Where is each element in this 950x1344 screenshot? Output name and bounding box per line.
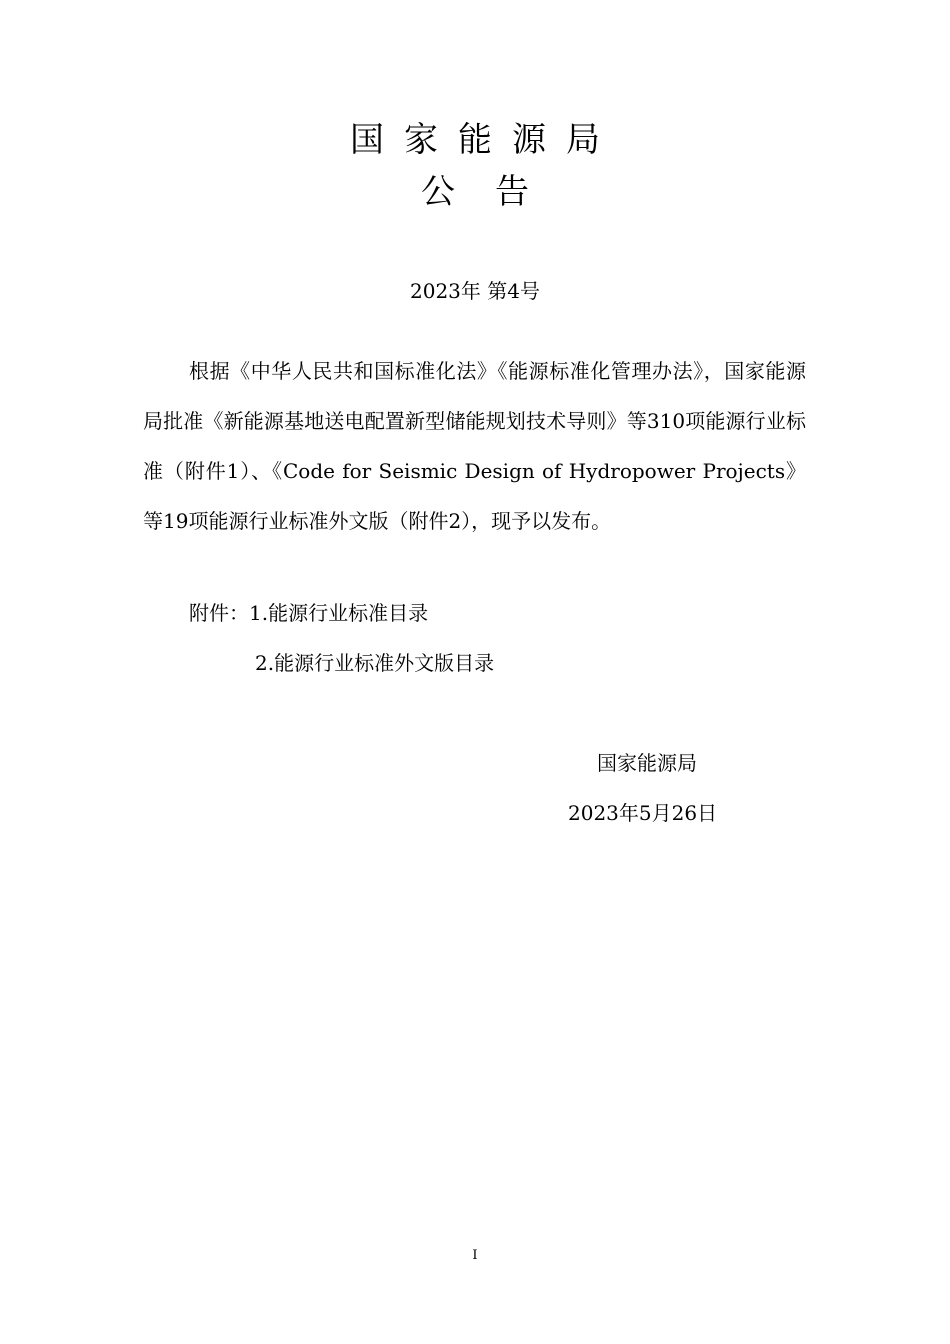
signing-agency: 国家能源局: [597, 751, 697, 775]
announcement-body: 根据《中华人民共和国标准化法》《能源标准化管理办法》，国家能源局批准《新能源基地送电配置新型储能规划技术导则》等310项能源行业标准（附件1）、《Code for Seismic Design of Hydropower Projects》等19项能源行业标准外文版（附件2），现予以发布。: [143, 359, 806, 533]
agency-title: 国家能源局: [350, 120, 620, 160]
attachment-item-1: 附件：1.能源行业标准目录: [189, 601, 429, 625]
attachment-item-2: 2.能源行业标准外文版目录: [255, 651, 495, 675]
page-number: I: [472, 1248, 478, 1263]
signing-date: 2023年5月26日: [568, 801, 718, 825]
announcement-title: 公告: [421, 172, 569, 212]
document-number: 2023年 第4号: [410, 279, 540, 303]
